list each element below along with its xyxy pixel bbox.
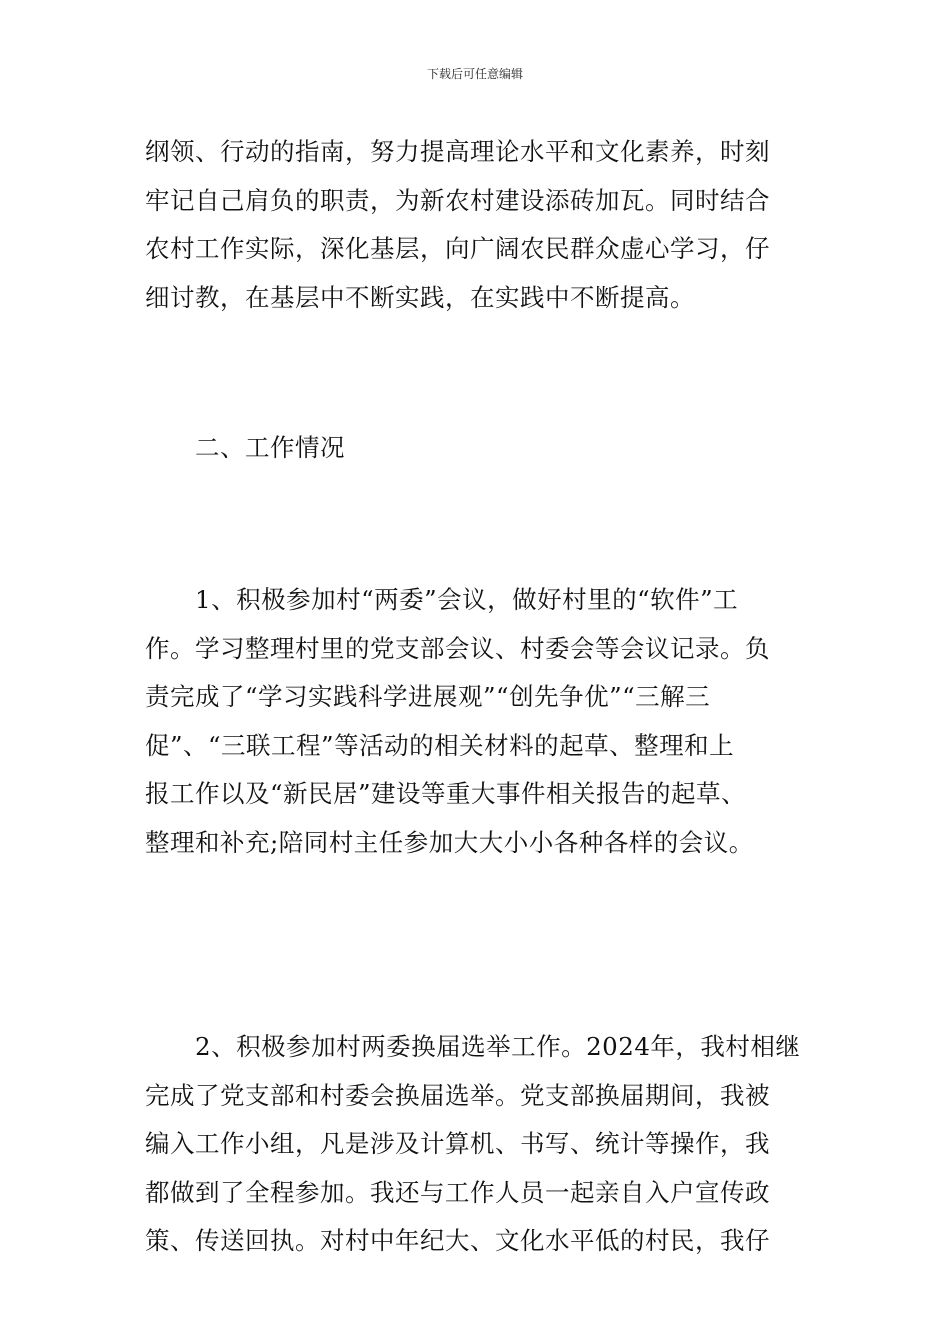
paragraph-line: 整理和补充;陪同村主任参加大大小小各种各样的会议。 [145, 827, 754, 857]
paragraph-line: 责完成了“学习实践科学进展观”“创先争优”“三解三 [145, 682, 711, 711]
section-heading: 二、工作情况 [195, 433, 345, 462]
paragraph-line: 1、积极参加村“两委”会议，做好村里的“软件”工 [195, 585, 739, 614]
paragraph-line: 纲领、行动的指南，努力提高理论水平和文化素养，时刻 [145, 137, 770, 166]
page-header-note: 下载后可任意编辑 [426, 67, 523, 81]
paragraph-line: 细讨教，在基层中不断实践，在实践中不断提高。 [145, 282, 695, 312]
intro-paragraph [145, 128, 810, 322]
paragraph-line: 2、积极参加村两委换届选举工作。2024年，我村相继 [195, 1032, 801, 1061]
section-heading-block [145, 424, 810, 473]
paragraph-line: 农村工作实际，深化基层，向广阔农民群众虚心学习，仔 [145, 234, 770, 263]
paragraph-line: 编入工作小组，凡是涉及计算机、书写、统计等操作，我 [145, 1129, 770, 1158]
paragraph-line: 都做到了全程参加。我还与工作人员一起亲自入户宣传政 [145, 1177, 770, 1207]
paragraph-line: 牢记自己肩负的职责，为新农村建设添砖加瓦。同时结合 [145, 185, 770, 215]
paragraph-line: 策、传送回执。对村中年纪大、文化水平低的村民，我仔 [145, 1226, 770, 1255]
paragraph-line: 作。学习整理村里的党支部会议、村委会等会议记录。负 [145, 633, 770, 663]
item2-paragraph [145, 1023, 810, 1266]
item1-paragraph [145, 576, 810, 867]
paragraph-line: 报工作以及“新民居”建设等重大事件相关报告的起草、 [145, 779, 747, 808]
paragraph-line: 促”、“三联工程”等活动的相关材料的起草、整理和上 [145, 730, 735, 760]
paragraph-line: 完成了党支部和村委会换届选举。党支部换届期间，我被 [145, 1080, 770, 1110]
